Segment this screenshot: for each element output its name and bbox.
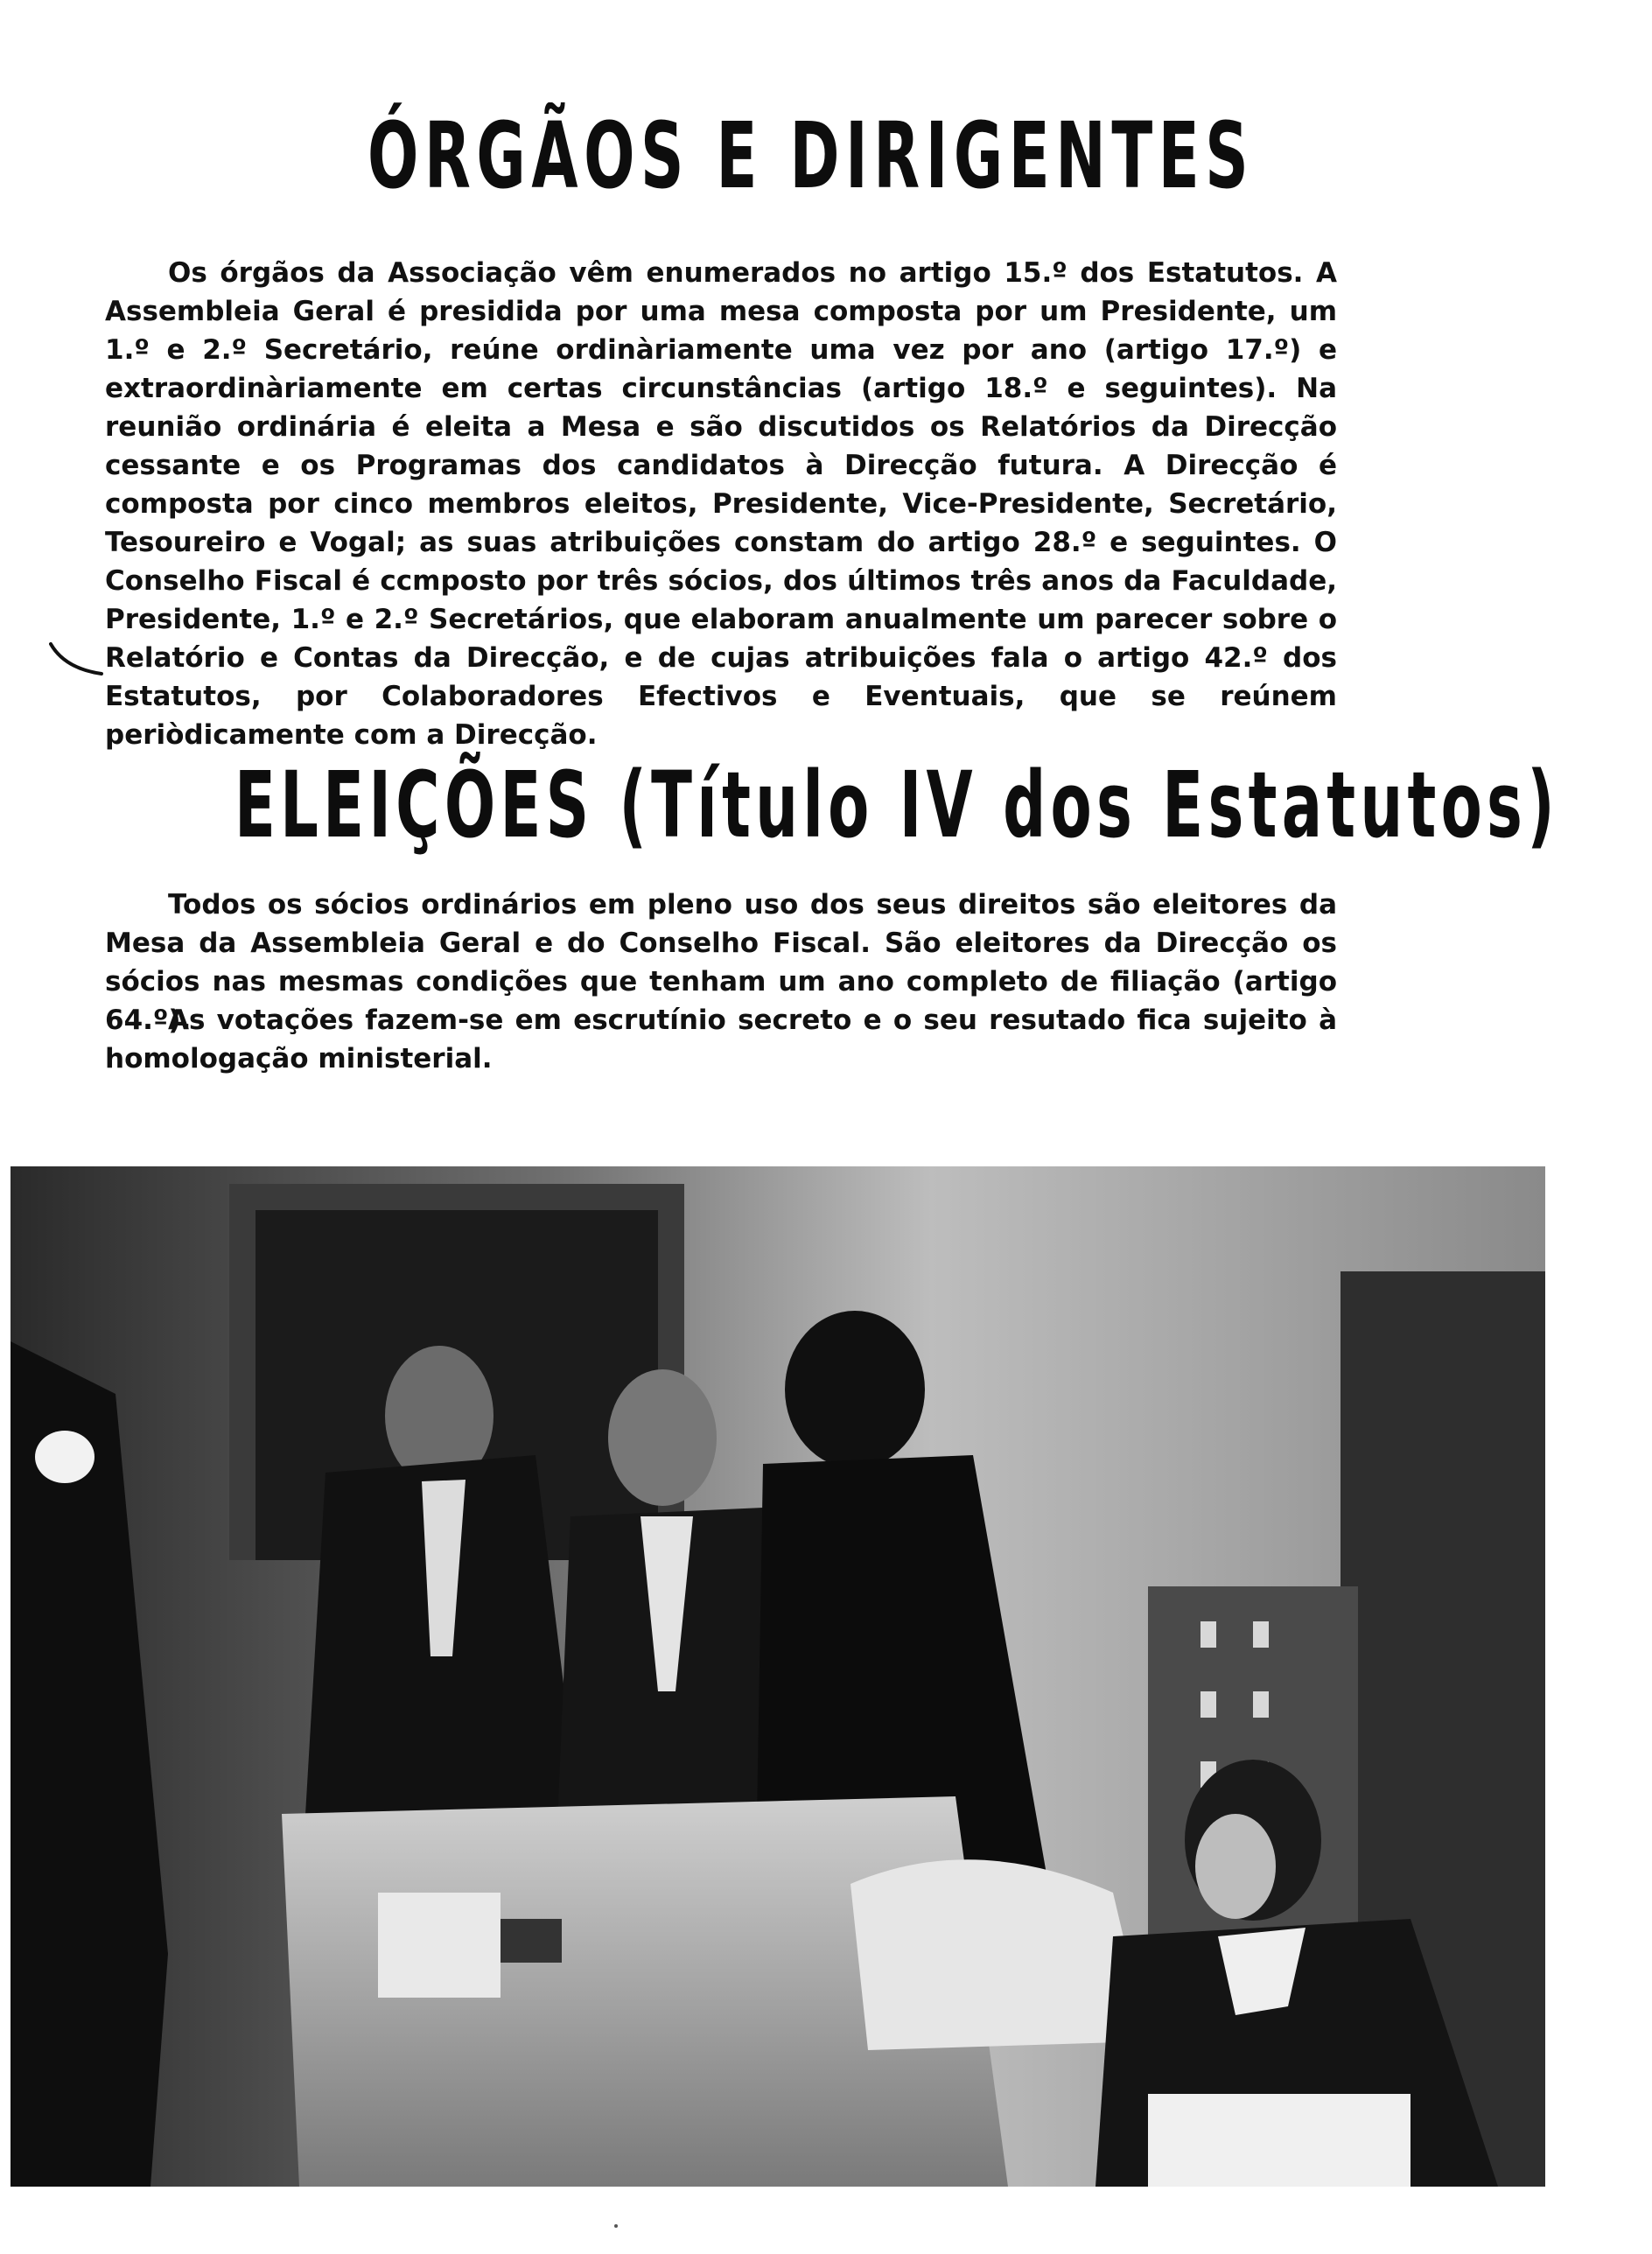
paragraph-orgaos: Os órgãos da Associação vêm enumerados no artigo 15.º dos Estatutos. A Assembleia Geral é presidida por uma mesa composta por um Presidente, um 1.º e 2.º Secretário, reúne ordinàriamente uma vez por ano (artigo 17.º) e extraordinàriamente em certas circunstâncias (artigo 18.º e seguintes). Na reunião ordinária é eleita a Mesa e são discutidos os Relatórios da Direcção cessante e os Programas dos candidatos à Direcção futura. A Direcção é composta por cinco membros eleitos, Presidente, Vice-Presidente, Secretário, Tesoureiro e Vogal; as suas atribuições constam do artigo 28.º e seguintes. O Conselho Fiscal é ccmposto por três sócios, dos últimos três anos da Faculdade, Presidente, 1.º e 2.º Secretários, que elaboram anualmente um parecer sobre o Relatório e Contas da Direcção, e de cujas atribuições fala o artigo 42.º dos Estatutos, por Colaboradores Efectivos e Eventuais, que se reúnem periòdicamente com a Direcção. (105, 257, 1337, 751)
pen-mark-icon (49, 639, 112, 679)
paragraph-eleitores: Todos os sócios ordinários em pleno uso dos seus direitos são eleitores da Mesa da Assembleia Geral e do Conselho Fiscal. São eleitores da Direcção os sócios nas mesmas condições que tenham um ano completo de filiação (artigo 64.º). (105, 889, 1337, 1036)
photograph-icon (10, 1166, 1545, 2187)
section-heading-orgaos-dirigentes: ÓRGÃOS E DIRIGENTES (368, 102, 1255, 209)
election-photograph (10, 1166, 1545, 2187)
section-heading-eleicoes: ELEIÇÕES (Título IV dos Estatutos) (234, 752, 1559, 858)
print-speck (614, 2224, 618, 2228)
paragraph-votacoes: As votações fazem-se em escrutínio secreto e o seu resutado fica sujeito à homologação ministerial. (105, 1004, 1337, 1074)
